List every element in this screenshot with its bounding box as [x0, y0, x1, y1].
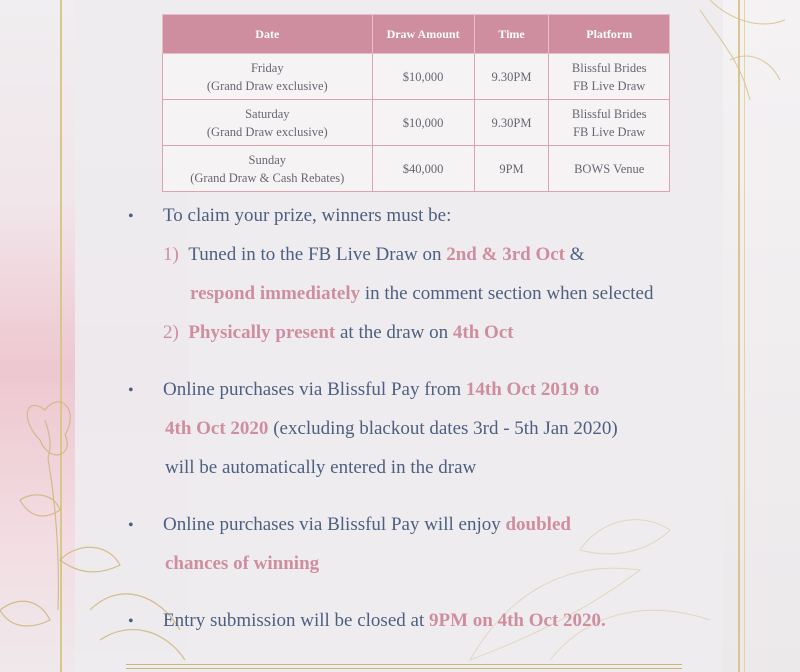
- online-purchase-line-1: Online purchases via Blissful Pay from 14th Oct 2019 to: [163, 379, 600, 400]
- header-draw-amount: Draw Amount: [372, 15, 474, 54]
- table-row: [163, 146, 670, 192]
- gold-frame-left: [60, 0, 62, 672]
- gold-frame-right: [738, 0, 740, 672]
- bullet-icon: •: [128, 613, 134, 630]
- cell-amount: $40,000: [372, 146, 474, 192]
- doubled-chances-line-2: chances of winning: [165, 553, 320, 574]
- cell-date: Sunday (Grand Draw & Cash Rebates): [163, 146, 373, 192]
- header-time: Time: [474, 15, 549, 54]
- cell-time: 9PM: [474, 146, 549, 192]
- cell-date: Friday (Grand Draw exclusive): [163, 54, 373, 100]
- cell-platform: Blissful Brides FB Live Draw: [549, 54, 670, 100]
- bullet-icon: •: [128, 517, 134, 534]
- cell-amount: $10,000: [372, 54, 474, 100]
- claim-intro: To claim your prize, winners must be:: [163, 205, 452, 226]
- online-purchase-line-3: will be automatically entered in the draw: [165, 457, 477, 478]
- cell-date: Saturday (Grand Draw exclusive): [163, 100, 373, 146]
- cell-time: 9.30PM: [474, 100, 549, 146]
- bullet-icon: •: [128, 208, 134, 225]
- draw-schedule-table: [162, 14, 670, 192]
- doubled-chances-line-1: Online purchases via Blissful Pay will enjoy doubled: [163, 514, 571, 535]
- claim-condition-1-cont: respond immediately in the comment section when selected: [190, 283, 654, 304]
- claim-condition-2: 2) Physically present at the draw on 4th Oct: [163, 322, 514, 343]
- claim-condition-1: 1) Tuned in to the FB Live Draw on 2nd & 3rd Oct &: [163, 244, 585, 265]
- table-row: [163, 100, 670, 146]
- online-purchase-line-2: 4th Oct 2020 (excluding blackout dates 3rd - 5th Jan 2020): [165, 418, 618, 439]
- bullet-icon: •: [128, 382, 134, 399]
- cell-platform: Blissful Brides FB Live Draw: [549, 100, 670, 146]
- gold-divider: [126, 664, 682, 665]
- gold-frame-right-inner: [744, 0, 745, 672]
- gold-divider: [126, 668, 682, 669]
- header-platform: Platform: [549, 15, 670, 54]
- table-header-row: [163, 15, 670, 54]
- cell-amount: $10,000: [372, 100, 474, 146]
- entry-deadline: Entry submission will be closed at 9PM on 4th Oct 2020.: [163, 610, 606, 631]
- cell-time: 9.30PM: [474, 54, 549, 100]
- table-row: [163, 54, 670, 100]
- cell-platform: BOWS Venue: [549, 146, 670, 192]
- header-date: Date: [163, 15, 373, 54]
